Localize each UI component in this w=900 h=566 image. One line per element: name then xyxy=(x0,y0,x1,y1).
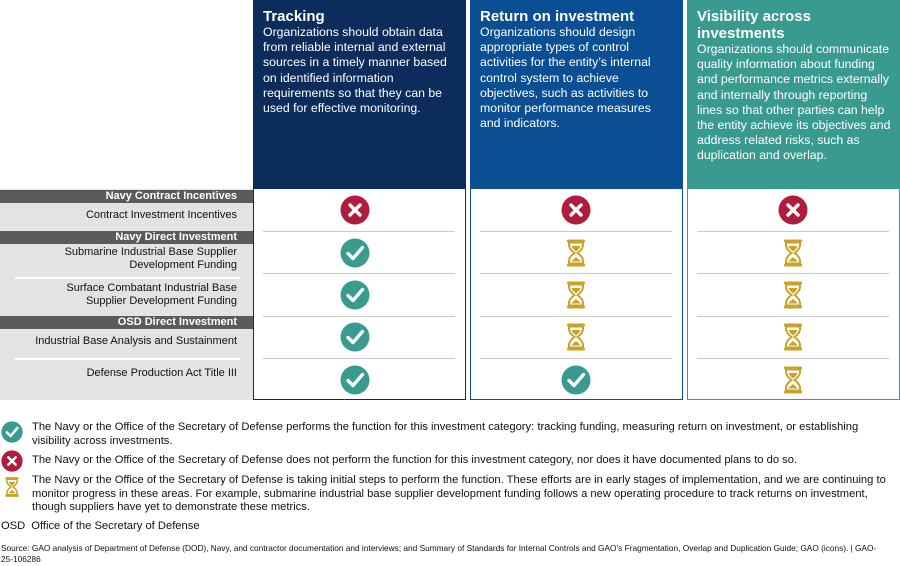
column-header-return-on-investment xyxy=(470,0,683,189)
category-navy-direct-investment: Navy Direct Investment xyxy=(0,231,253,244)
hourglass-icon xyxy=(778,365,808,395)
check-circle-icon xyxy=(340,238,370,268)
column-title: Tracking xyxy=(263,8,325,25)
check-circle-icon xyxy=(1,421,23,443)
row-divider xyxy=(263,316,455,317)
column-title: Return on investment xyxy=(480,8,635,25)
row-divider xyxy=(480,316,672,317)
row-divider xyxy=(263,358,455,359)
row-divider xyxy=(263,273,455,274)
column-description: Organizations should design appropriate types of control activities for the entity’s internal control system to achieve objectives, such as activities to monitor performance measures and indicators. xyxy=(480,25,651,131)
source-note: Source: GAO analysis of Department of Defense (DOD), Navy, and contractor documentation and interviews; and Summary of Standards for Internal Controls and GAO’s Fragmentation, Overlap and Duplication Guide; GAO (icons). | GAO-25-106286 xyxy=(1,543,877,564)
row-divider xyxy=(480,358,672,359)
column-header-tracking xyxy=(253,0,466,189)
row-divider xyxy=(697,358,889,359)
column-description: Organizations should communicate quality information about funding and performance metrics externally and internally through reporting lines so that other parties can help the entity achieve its objectives and address related risks, such as duplication and overlap. xyxy=(697,42,891,163)
hourglass-icon xyxy=(561,280,591,310)
check-circle-icon xyxy=(340,322,370,352)
row-label-industrial-base-analysis: Industrial Base Analysis and Sustainment xyxy=(35,335,237,347)
row-divider xyxy=(480,273,672,274)
hourglass-icon xyxy=(1,476,23,498)
row-divider xyxy=(697,231,889,232)
hourglass-icon xyxy=(778,322,808,352)
column-description: Organizations should obtain data from reliable internal and external sources in a timely manner based on identified information requirements so that they can be used for effective monitoring. xyxy=(263,25,447,116)
x-circle-icon xyxy=(561,195,591,225)
row-divider xyxy=(15,277,240,279)
check-circle-icon xyxy=(340,365,370,395)
legend-text-initial-steps: The Navy or the Office of the Secretary of Defense is taking initial steps to perform the function. These efforts are in early stages of implementation, and we are continuing to monitor progress in these areas. For example, submarine industrial base supplier development funding follows a new operating procedure to track returns on investment, though suppliers have yet to demonstrate these metrics. xyxy=(32,474,886,513)
abbreviation-term: OSD xyxy=(1,520,26,532)
hourglass-icon xyxy=(778,238,808,268)
x-circle-icon xyxy=(778,195,808,225)
row-label-surface-combatant: Surface Combatant Industrial Base Supplier Development Funding xyxy=(66,282,237,307)
check-circle-icon xyxy=(340,280,370,310)
abbreviation-meaning: Office of the Secretary of Defense xyxy=(31,520,200,532)
hourglass-icon xyxy=(778,280,808,310)
hourglass-icon xyxy=(561,322,591,352)
abbreviation xyxy=(1,520,200,532)
column-title: Visibility across investments xyxy=(697,8,811,42)
category-osd-direct-investment: OSD Direct Investment xyxy=(0,316,253,329)
x-circle-icon xyxy=(1,450,23,472)
legend-text-performs: The Navy or the Office of the Secretary of Defense performs the function for this investment category: tracking funding, measuring return on investment, or establishing visibility across investments. xyxy=(32,421,859,447)
row-divider xyxy=(697,273,889,274)
row-label-contract-investment-incentives: Contract Investment Incentives xyxy=(85,209,237,221)
row-label-submarine: Submarine Industrial Base Supplier Development Funding xyxy=(64,246,237,271)
row-divider xyxy=(697,316,889,317)
row-divider xyxy=(263,231,455,232)
column-header-visibility xyxy=(687,0,900,189)
legend-text-not-performs: The Navy or the Office of the Secretary of Defense does not perform the function for this investment category, nor does it have documented plans to do so. xyxy=(32,454,798,466)
category-navy-contract-incentives: Navy Contract Incentives xyxy=(0,190,253,203)
row-divider xyxy=(480,231,672,232)
check-circle-icon xyxy=(561,365,591,395)
hourglass-icon xyxy=(561,238,591,268)
row-label-defense-production-act: Defense Production Act Title III xyxy=(86,367,237,379)
row-divider xyxy=(15,358,240,360)
x-circle-icon xyxy=(340,195,370,225)
